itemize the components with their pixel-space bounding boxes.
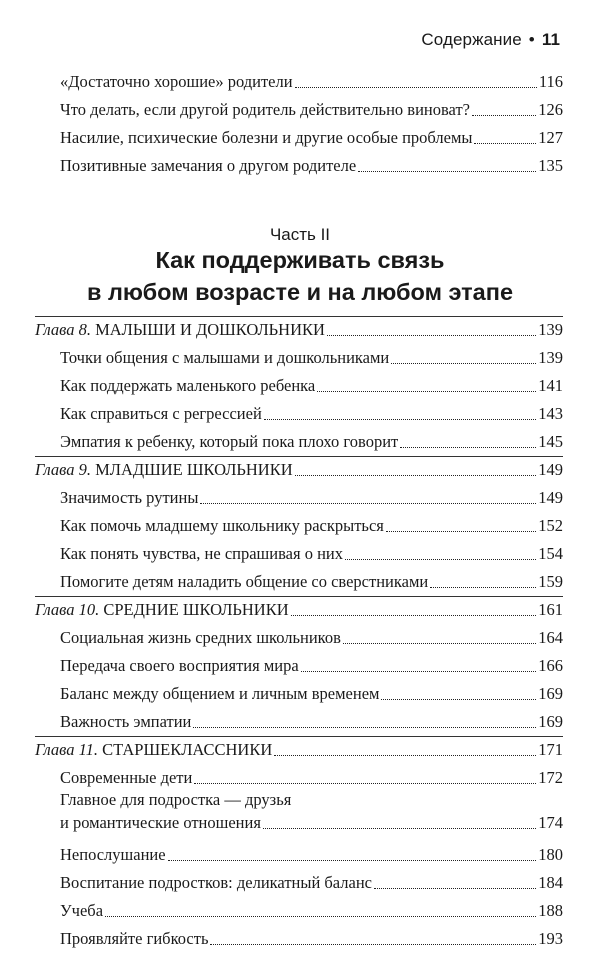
- toc-section[interactable]: [60, 901, 563, 921]
- toc-section-title: «Достаточно хорошие» родители: [60, 72, 293, 91]
- dot-leader: [295, 87, 537, 88]
- dot-leader: [105, 916, 536, 917]
- dot-leader: [263, 828, 536, 829]
- toc-section[interactable]: [60, 488, 563, 508]
- toc-section-title: Социальная жизнь средних школьников: [60, 628, 341, 647]
- toc-section-title: Насилие, психические болезни и другие особые проблемы: [60, 128, 473, 147]
- toc-section[interactable]: [60, 432, 563, 452]
- toc-section-title: Важность эмпатии: [60, 712, 192, 731]
- toc-section[interactable]: [60, 72, 563, 92]
- running-head: [421, 30, 560, 50]
- toc-page-number: 172: [538, 768, 563, 787]
- toc-chapter[interactable]: [35, 320, 563, 340]
- dot-leader: [295, 475, 537, 476]
- toc-section[interactable]: [60, 516, 563, 536]
- toc-section-title: Как понять чувства, не спрашивая о них: [60, 544, 343, 563]
- toc-page-number: 188: [538, 901, 563, 920]
- chapter-label: Глава 8.: [35, 320, 91, 339]
- dot-leader: [430, 587, 536, 588]
- toc-section-title: Значимость рутины: [60, 488, 199, 507]
- toc-page-number: 126: [538, 100, 563, 119]
- dot-leader: [200, 503, 536, 504]
- chapter-title: СРЕДНИЕ ШКОЛЬНИКИ: [103, 600, 289, 619]
- toc-section-title: Проявляйте гибкость: [60, 929, 209, 948]
- part-label: Часть II: [269, 225, 331, 244]
- toc-section-title: Помогите детям наладить общение со сверстниками: [60, 572, 429, 591]
- toc-section[interactable]: [60, 712, 563, 732]
- dot-leader: [374, 888, 536, 889]
- toc-section[interactable]: [60, 572, 563, 592]
- toc-section-title: Как помочь младшему школьнику раскрыться: [60, 516, 384, 535]
- dot-leader: [168, 860, 537, 861]
- toc-section[interactable]: [60, 128, 563, 148]
- chapter-label: Глава 10.: [35, 600, 100, 619]
- toc-section-title: Современные дети: [60, 768, 193, 787]
- chapter-label: Глава 11.: [35, 740, 98, 759]
- toc-section-title: Баланс между общением и личным временем: [60, 684, 380, 703]
- dot-leader: [327, 335, 536, 336]
- chapter-divider: [35, 456, 563, 457]
- toc-section-title: Точки общения с малышами и дошкольниками: [60, 348, 390, 367]
- dot-leader: [317, 391, 536, 392]
- dot-leader: [301, 671, 537, 672]
- dot-leader: [474, 143, 536, 144]
- toc-page-number: 149: [538, 460, 563, 479]
- running-head-title: Содержание: [421, 30, 522, 49]
- toc-section[interactable]: [60, 404, 563, 424]
- toc-page-number: 149: [538, 488, 563, 507]
- chapter-divider: [35, 596, 563, 597]
- toc-section-title-line-2: и романтические отношения: [60, 813, 261, 832]
- toc-section-title-line-1: Главное для подростка — друзья: [60, 790, 292, 809]
- dot-leader: [291, 615, 537, 616]
- toc-page-number: 127: [538, 128, 563, 147]
- toc-section[interactable]: [60, 156, 563, 176]
- toc-section-title: Что делать, если другой родитель действительно виноват?: [60, 100, 470, 119]
- toc-page-number: 174: [538, 813, 563, 832]
- toc-section-title: Как справиться с регрессией: [60, 404, 262, 423]
- toc-chapter[interactable]: [35, 740, 563, 760]
- toc-page-number: 161: [538, 600, 563, 619]
- toc-section[interactable]: [60, 628, 563, 648]
- toc-page-number: 139: [538, 348, 563, 367]
- chapter-divider: [35, 316, 563, 317]
- toc-section[interactable]: [60, 790, 563, 833]
- chapter-divider: [35, 736, 563, 737]
- dot-leader: [386, 531, 536, 532]
- toc-page-number: 139: [538, 320, 563, 339]
- dot-leader: [343, 643, 536, 644]
- dot-leader: [381, 699, 536, 700]
- dot-leader: [193, 727, 536, 728]
- toc-page-number: 166: [538, 656, 563, 675]
- toc-page-number: 171: [538, 740, 563, 759]
- dot-leader: [472, 115, 536, 116]
- toc-page-number: 169: [538, 712, 563, 731]
- toc-page-number: 145: [538, 432, 563, 451]
- toc-page-number: 135: [538, 156, 563, 175]
- chapter-title: МЛАДШИЕ ШКОЛЬНИКИ: [95, 460, 293, 479]
- dot-leader: [194, 783, 536, 784]
- chapter-title: СТАРШЕКЛАССНИКИ: [102, 740, 273, 759]
- chapter-title: МАЛЫШИ И ДОШКОЛЬНИКИ: [95, 320, 325, 339]
- dot-leader: [400, 447, 536, 448]
- toc-section[interactable]: [60, 684, 563, 704]
- toc-section[interactable]: [60, 544, 563, 564]
- toc-section[interactable]: [60, 845, 563, 865]
- dot-leader: [274, 755, 536, 756]
- toc-page-number: 141: [538, 376, 563, 395]
- part-title-line-2: в любом возрасте и на любом этапе: [86, 279, 514, 305]
- toc-section-title: Воспитание подростков: деликатный баланс: [60, 873, 372, 892]
- toc-page-number: 184: [538, 873, 563, 892]
- dot-leader: [345, 559, 536, 560]
- part-title-line-1: Как поддерживать связь: [155, 247, 445, 273]
- dot-leader: [358, 171, 536, 172]
- toc-section-title: Учеба: [60, 901, 104, 920]
- toc-section-title: Непослушание: [60, 845, 166, 864]
- toc-section-title: Позитивные замечания о другом родителе: [60, 156, 357, 175]
- toc-section-title: Как поддержать маленького ребенка: [60, 376, 316, 395]
- dot-leader: [210, 944, 536, 945]
- toc-page-number: 116: [538, 72, 563, 91]
- toc-page-number: 159: [538, 572, 563, 591]
- toc-section[interactable]: [60, 768, 563, 788]
- toc-section[interactable]: [60, 929, 563, 949]
- running-head-separator: •: [528, 30, 535, 49]
- toc-section[interactable]: [60, 100, 563, 120]
- toc-page-number: 164: [538, 628, 563, 647]
- toc-section-title: Эмпатия к ребенку, который пока плохо говорит: [60, 432, 399, 451]
- dot-leader: [391, 363, 536, 364]
- toc-section[interactable]: [60, 376, 563, 396]
- toc-chapter[interactable]: [35, 600, 563, 620]
- dot-leader: [264, 419, 536, 420]
- toc-section[interactable]: [60, 656, 563, 676]
- toc-page-number: 169: [538, 684, 563, 703]
- toc-section[interactable]: [60, 348, 563, 368]
- toc-page-number: 152: [538, 516, 563, 535]
- toc-page-number: 143: [538, 404, 563, 423]
- chapter-label: Глава 9.: [35, 460, 91, 479]
- toc-page-number: 193: [538, 929, 563, 948]
- toc-section[interactable]: [60, 873, 563, 893]
- running-head-page-number: 11: [541, 30, 560, 49]
- toc-section-title: Передача своего восприятия мира: [60, 656, 299, 675]
- toc-page-number: 154: [538, 544, 563, 563]
- toc-chapter[interactable]: [35, 460, 563, 480]
- toc-page-number: 180: [538, 845, 563, 864]
